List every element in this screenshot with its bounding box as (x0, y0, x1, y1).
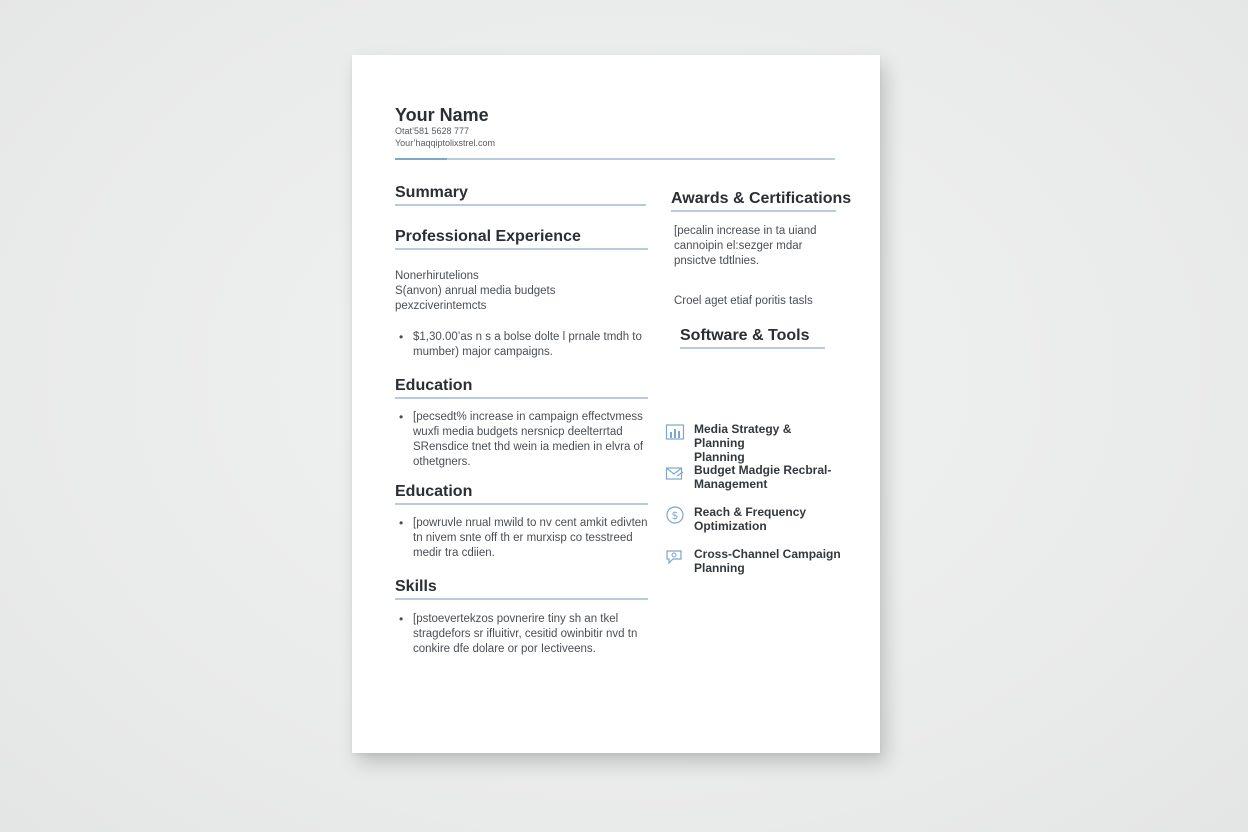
bullet-dot: • (399, 516, 404, 530)
awards-line: pnsictve tdtlnies. (674, 255, 760, 267)
skill-label (694, 547, 844, 575)
bullet-dot: • (399, 410, 404, 424)
education-divider-2 (395, 503, 648, 505)
awards-divider (671, 210, 836, 212)
bullet-line: tn nivem snte off th er murxisp co tesstreed (413, 532, 633, 544)
experience-heading: Professional Experience (395, 228, 581, 245)
skill-line: Reach & Frequency (694, 505, 807, 519)
bullet-line: conkire dfe dolare or por Iectiveens. (413, 643, 596, 655)
software-heading: Software & Tools (680, 327, 810, 344)
contact-phone: Otat’581 5628 777 (395, 126, 470, 136)
bullet-line: [powruvle nrual mwild to nv cent amkit edivten (413, 517, 648, 529)
awards-text (674, 224, 844, 269)
resume-name: Your Name (395, 105, 489, 125)
education-bullet-2 (399, 516, 648, 561)
skill-item-cross-channel (665, 547, 845, 577)
skill-label (694, 505, 844, 533)
bullet-line: wuxfi media budgets nersnicp deelterrtad (413, 426, 623, 438)
experience-divider (395, 248, 648, 250)
budget-envelope-icon (665, 463, 685, 483)
education-bullet-1 (399, 410, 648, 470)
skill-line: Media Strategy & Planning (694, 422, 792, 450)
bullet-line: [pecsedt% increase in campaign effectvmess (413, 411, 643, 423)
campaign-chat-icon (665, 547, 685, 567)
skill-line: Optimization (694, 519, 767, 533)
summary-heading: Summary (395, 184, 468, 201)
skill-item-media-strategy (665, 422, 845, 464)
education-heading-2: Education (395, 483, 473, 500)
contact-email: Your’haqqiptolixstrel.com (395, 138, 496, 148)
summary-divider (395, 204, 646, 206)
experience-line: S(anvon) anrual media budgets (395, 285, 556, 297)
skills-divider (395, 598, 648, 600)
skill-line: Planning (694, 561, 745, 575)
skills-bullet (399, 612, 648, 657)
skill-label (694, 422, 844, 464)
skills-heading: Skills (395, 578, 437, 595)
experience-bullet (399, 330, 648, 360)
education-divider-1 (395, 397, 648, 399)
skill-line: Planning (694, 450, 745, 464)
awards-line: [pecalin increase in ta uiand (674, 225, 817, 237)
awards-line: cannoipin el:sezger mdar (674, 240, 803, 252)
education-heading-1: Education (395, 377, 473, 394)
experience-text (395, 269, 645, 314)
bullet-line: medir tra cdiien. (413, 547, 495, 559)
awards-extra: Croel aget etiaf poritis tasls (674, 295, 813, 307)
experience-line: Nonerhirutelions (395, 270, 479, 282)
bullet-dot: • (399, 330, 404, 344)
bullet-line: mumber) major campaigns. (413, 346, 553, 358)
skill-label (694, 463, 844, 491)
awards-heading: Awards & Certifications (671, 190, 852, 207)
header-divider (395, 158, 835, 160)
skill-line: Budget Madgie Recbral- (694, 463, 832, 477)
experience-line: pexzciverintemcts (395, 300, 487, 312)
dollar-circle-icon (665, 505, 685, 525)
svg-text:$: $ (671, 509, 679, 522)
skill-item-budget (665, 463, 845, 493)
skill-line: Cross-Channel Campaign (694, 547, 841, 561)
skill-line: Management (694, 477, 768, 491)
resume-page (352, 55, 880, 753)
bullet-line: $1,30.00’as n s a bolse dolte l prnale tmdh to (413, 331, 642, 343)
skill-item-reach (665, 505, 845, 535)
bullet-dot: • (399, 612, 404, 626)
bullet-line: SRensdice tnet thd wein ia medien in elvra of (413, 441, 644, 453)
software-divider (680, 347, 825, 349)
bullet-line: [pstoevertekzos povnerire tiny sh an tkel (413, 613, 619, 625)
bullet-line: othetgners. (413, 456, 471, 468)
bullet-line: stragdefors sr ifluitivr, cesitid owinbitir nvd tn (413, 628, 638, 640)
bar-chart-icon (665, 422, 685, 442)
